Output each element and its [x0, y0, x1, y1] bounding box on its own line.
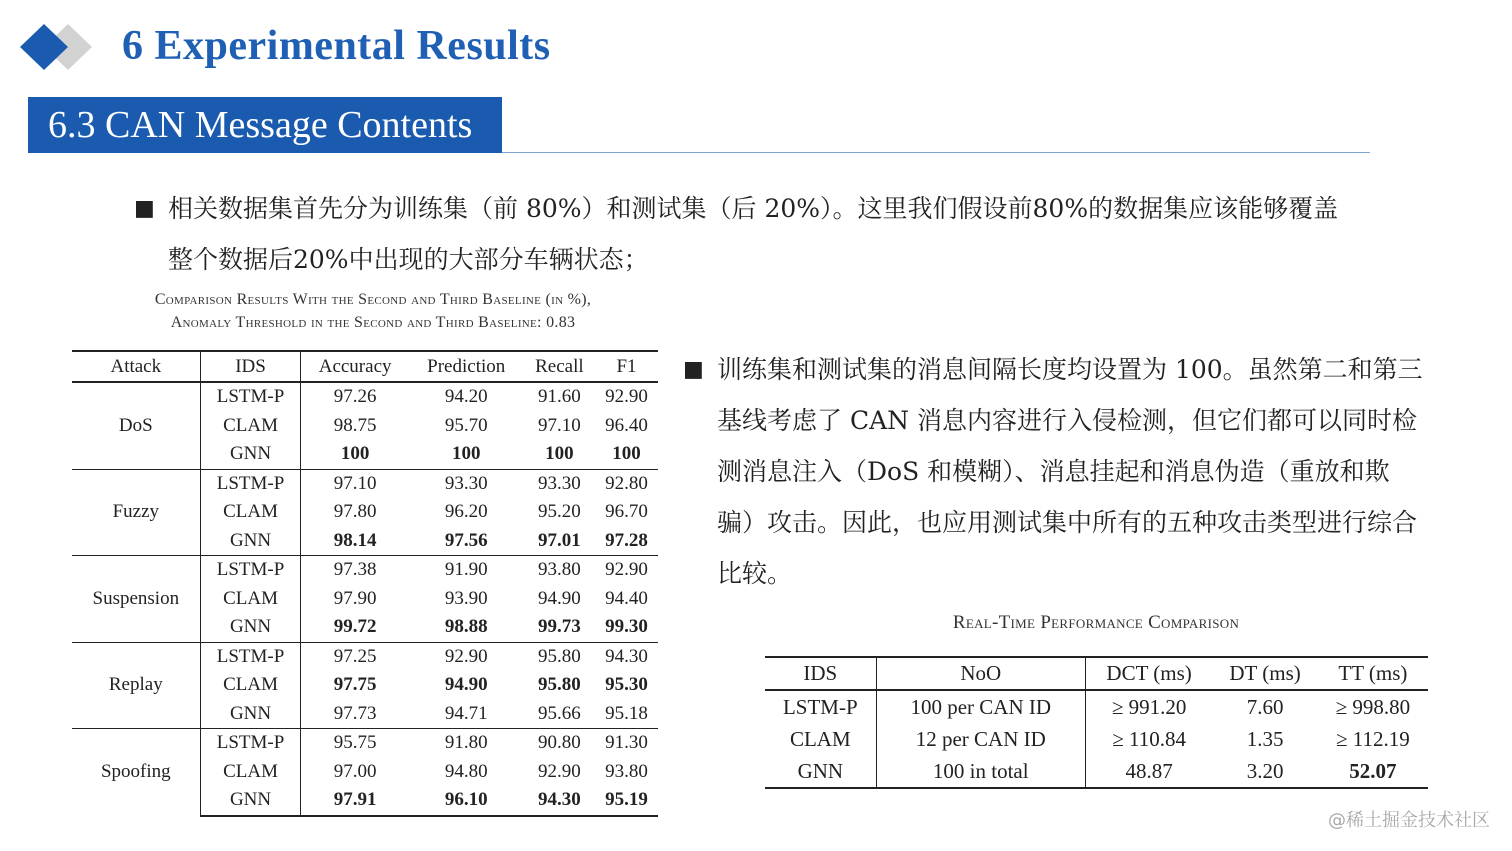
value-cell: 94.90 — [537, 587, 581, 609]
value-cell: 100 — [340, 443, 370, 465]
page-title: 6 Experimental Results — [122, 23, 551, 69]
ids-cell: LSTM-P — [200, 469, 301, 498]
ids-cell: GNN — [200, 613, 301, 642]
dct-cell: ≥ 110.84 — [1112, 726, 1186, 751]
value-cell: 99.73 — [537, 616, 581, 638]
square-bullet-icon: ■ — [134, 196, 155, 221]
table-row — [72, 642, 658, 671]
value-cell: 97.73 — [333, 702, 377, 724]
attack-cell: Replay — [72, 642, 200, 729]
ids-cell: CLAM — [200, 585, 301, 614]
value-cell: 92.90 — [605, 386, 648, 408]
column-header: Accuracy — [301, 351, 409, 382]
value-cell: 95.80 — [537, 674, 581, 696]
noo-cell: 12 per CAN ID — [876, 723, 1085, 755]
table-row — [765, 723, 1428, 755]
dt-cell: 1.35 — [1246, 726, 1284, 751]
value-cell: 92.90 — [409, 642, 524, 671]
value-cell: 95.30 — [605, 674, 648, 696]
table-row — [765, 690, 1428, 723]
ids-cell: GNN — [200, 527, 301, 556]
ids-cell: LSTM-P — [765, 690, 876, 723]
dct-cell: 48.87 — [1085, 755, 1212, 788]
value-cell: 95.66 — [537, 702, 581, 724]
value-cell: 98.88 — [444, 616, 488, 638]
bullet-text: 训练集和测试集的消息间隔长度均设置为 100。虽然第二和第三基线考虑了 CAN 消息内容进行入侵检测，但它们都可以同时检测消息注入（DoS 和模糊）、消息挂起和消息伪造（重放和欺骗）攻击。因此，也应用测试集中所有的五种攻击类型进行综合比较。 — [717, 355, 1423, 588]
column-header: TT (ms) — [1318, 657, 1428, 690]
value-cell: 97.38 — [301, 556, 409, 585]
value-cell: 92.90 — [537, 760, 581, 782]
tt-cell: ≥ 112.19 — [1336, 726, 1410, 751]
value-cell: 93.30 — [409, 469, 524, 498]
value-cell: 93.90 — [444, 587, 488, 609]
column-header: DCT (ms) — [1085, 657, 1212, 690]
value-cell: 96.10 — [409, 786, 524, 816]
ids-cell: LSTM-P — [200, 556, 301, 585]
value-cell: 97.75 — [333, 674, 377, 696]
table2-caption: Real-Time Performance Comparison — [952, 612, 1240, 633]
tt-cell: ≥ 998.80 — [1335, 694, 1411, 719]
value-cell: 94.71 — [444, 702, 488, 724]
noo-cell: 100 in total — [876, 755, 1085, 788]
section-heading: 6.3 CAN Message Contents — [28, 97, 502, 153]
table1-caption-line2: Anomaly Threshold in the Second and Third Baseline: 0.83 — [170, 314, 576, 331]
realtime-performance-table — [765, 656, 1428, 789]
value-cell: 97.00 — [333, 760, 377, 782]
table-row — [72, 382, 658, 412]
ids-cell: CLAM — [200, 671, 301, 700]
value-cell: 99.72 — [333, 616, 377, 638]
attack-cell: Suspension — [72, 556, 200, 643]
value-cell: 95.18 — [605, 702, 648, 724]
comparison-results-table — [72, 350, 658, 817]
dt-cell: 3.20 — [1212, 755, 1317, 788]
value-cell: 93.30 — [524, 469, 595, 498]
ids-cell: CLAM — [200, 498, 301, 527]
ids-cell: LSTM-P — [200, 382, 301, 412]
bullet-point-2 — [683, 344, 1423, 599]
value-cell: 97.28 — [605, 529, 648, 551]
value-cell: 99.30 — [605, 616, 648, 638]
ids-cell: GNN — [200, 440, 301, 469]
value-cell: 98.14 — [333, 529, 377, 551]
ids-cell: CLAM — [765, 723, 876, 755]
value-cell: 97.10 — [301, 469, 409, 498]
dt-cell: 7.60 — [1246, 694, 1284, 719]
attack-cell: DoS — [72, 382, 200, 469]
value-cell: 97.56 — [444, 529, 488, 551]
value-cell: 92.90 — [595, 556, 658, 585]
value-cell: 91.90 — [409, 556, 524, 585]
value-cell: 97.25 — [301, 642, 409, 671]
attack-cell: Spoofing — [72, 729, 200, 816]
value-cell: 100 — [612, 443, 641, 465]
table-row — [72, 556, 658, 585]
logo-icon — [18, 22, 98, 72]
value-cell: 97.91 — [301, 786, 409, 816]
ids-cell: GNN — [200, 786, 301, 816]
value-cell: 94.20 — [444, 386, 488, 408]
value-cell: 97.90 — [333, 587, 377, 609]
value-cell: 94.90 — [444, 674, 488, 696]
value-cell: 93.80 — [605, 760, 648, 782]
column-header: Recall — [524, 351, 595, 382]
dct-cell: ≥ 991.20 — [1111, 694, 1187, 719]
value-cell: 94.40 — [605, 587, 648, 609]
table-row — [72, 729, 658, 758]
value-cell: 95.80 — [524, 642, 595, 671]
value-cell: 97.80 — [333, 501, 377, 523]
value-cell: 91.30 — [595, 729, 658, 758]
value-cell: 96.20 — [444, 501, 488, 523]
column-header: F1 — [595, 351, 658, 382]
value-cell: 97.01 — [537, 529, 581, 551]
bullet-point-1 — [134, 183, 1354, 285]
value-cell: 100 — [545, 443, 574, 465]
watermark: @稀土掘金技术社区 — [1328, 810, 1490, 831]
tt-cell: 52.07 — [1318, 755, 1428, 788]
ids-cell: LSTM-P — [200, 729, 301, 758]
bullet-text: 相关数据集首先分为训练集（前 80%）和测试集（后 20%）。这里我们假设前80%的数据集应该能够覆盖整个数据后20%中出现的大部分车辆状态； — [168, 194, 1339, 274]
value-cell: 96.40 — [605, 414, 648, 436]
value-cell: 94.80 — [444, 760, 488, 782]
value-cell: 96.70 — [605, 501, 648, 523]
table-row — [765, 755, 1428, 788]
column-header: Attack — [72, 351, 200, 382]
value-cell: 98.75 — [333, 414, 377, 436]
value-cell: 94.30 — [524, 786, 595, 816]
value-cell: 90.80 — [524, 729, 595, 758]
attack-cell: Fuzzy — [72, 469, 200, 556]
value-cell: 97.26 — [333, 386, 377, 408]
ids-cell: CLAM — [200, 758, 301, 787]
ids-cell: GNN — [200, 700, 301, 729]
value-cell: 100 — [451, 443, 481, 465]
value-cell: 95.70 — [444, 414, 488, 436]
value-cell: 91.80 — [409, 729, 524, 758]
noo-cell: 100 per CAN ID — [876, 690, 1085, 723]
column-header: Prediction — [409, 351, 524, 382]
table-row — [72, 469, 658, 498]
column-header: IDS — [200, 351, 301, 382]
ids-cell: CLAM — [200, 412, 301, 441]
value-cell: 93.80 — [524, 556, 595, 585]
value-cell: 95.20 — [537, 501, 581, 523]
ids-cell: LSTM-P — [200, 642, 301, 671]
column-header: NoO — [876, 657, 1085, 690]
column-header: IDS — [765, 657, 876, 690]
value-cell: 97.10 — [537, 414, 581, 436]
value-cell: 95.19 — [595, 786, 658, 816]
value-cell: 95.75 — [301, 729, 409, 758]
value-cell: 92.80 — [595, 469, 658, 498]
column-header: DT (ms) — [1212, 657, 1317, 690]
value-cell: 94.30 — [595, 642, 658, 671]
table1-caption-line1: Comparison Results With the Second and Third Baseline (in %), — [154, 291, 592, 308]
table1-caption — [40, 288, 706, 334]
value-cell: 91.60 — [537, 386, 581, 408]
section-divider — [502, 152, 1370, 153]
ids-cell: GNN — [765, 755, 876, 788]
square-bullet-icon: ■ — [683, 357, 704, 382]
